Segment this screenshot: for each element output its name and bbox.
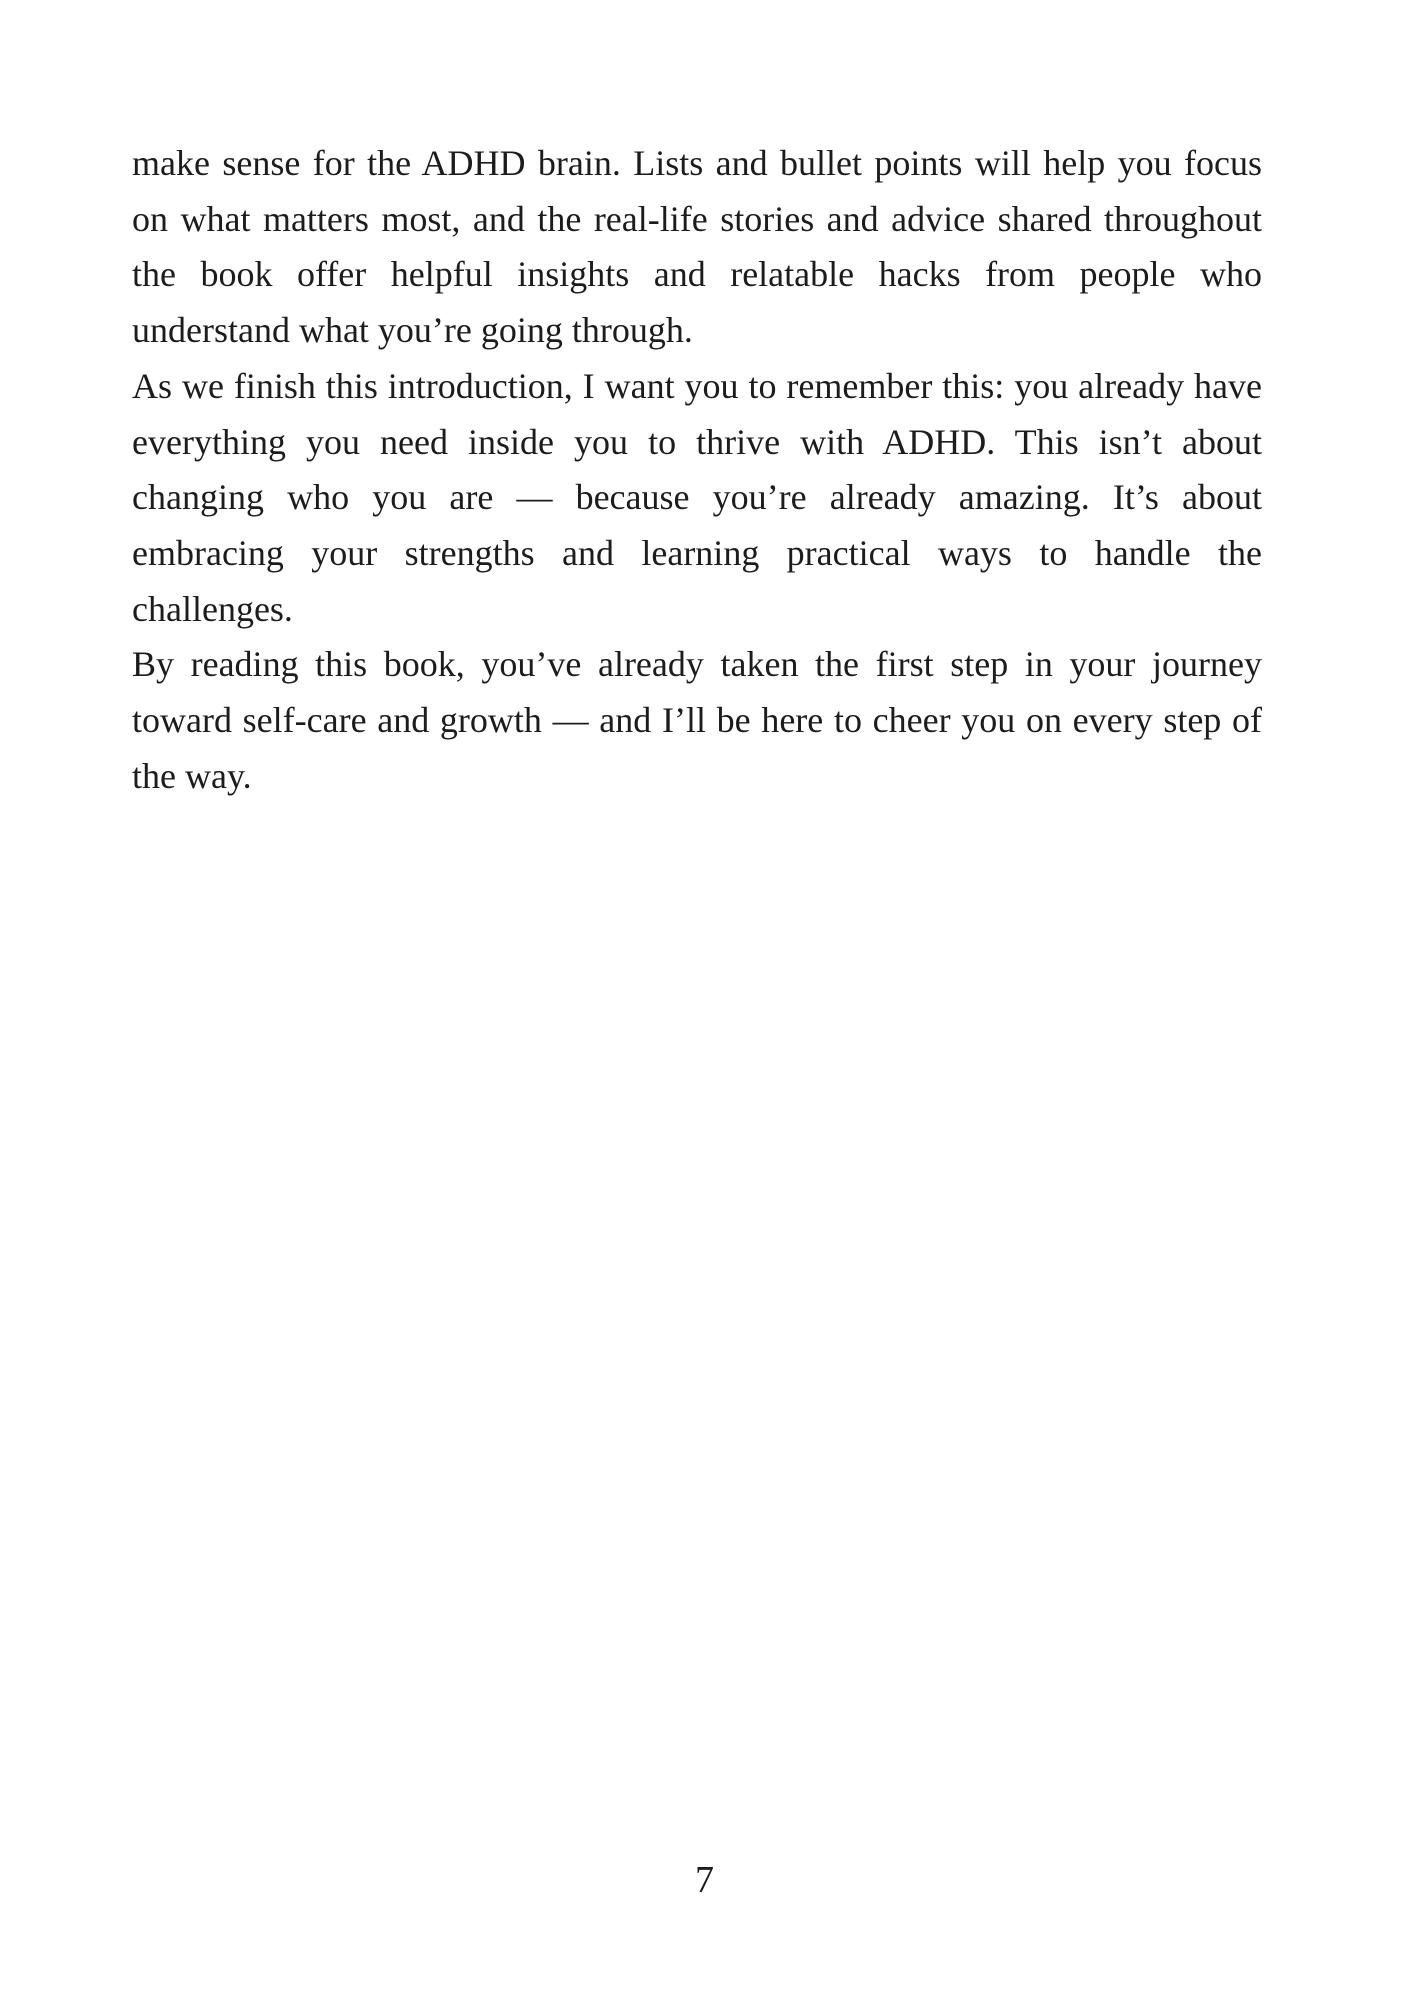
paragraph-2: As we finish this introduction, I want you to remember this: you already have everything you need inside you to thrive with ADHD. This isn’t about changing who you are — because you’re already amazing. It’s about embracing your strengths and learning practical ways to handle the challenges.: [132, 365, 1262, 629]
paragraph-1: make sense for the ADHD brain. Lists and bullet points will help you focus on what matters most, and the real-life stories and advice shared throughout the book offer helpful insights and relatable hacks from people who understand what you’re going through.: [132, 143, 1262, 351]
body-text: [132, 136, 1262, 804]
page-number: 7: [695, 1859, 714, 1901]
paragraph-3: By reading this book, you’ve already taken the first step in your journey toward self-care and growth — and I’ll be here to cheer you on every step of the way.: [132, 644, 1262, 796]
